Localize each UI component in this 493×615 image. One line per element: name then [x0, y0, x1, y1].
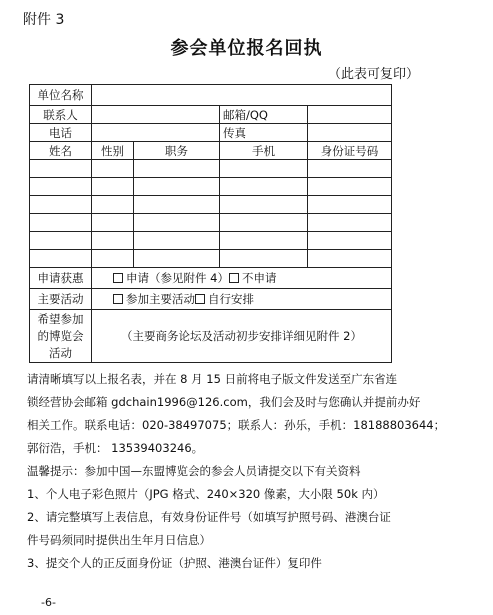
apply-checkbox[interactable]	[113, 273, 123, 283]
attendee-id-cell[interactable]	[308, 196, 392, 214]
join-activity-checkbox[interactable]	[113, 294, 123, 304]
hope-activity-value[interactable]: （主要商务论坛及活动初步安排详细见附件 2）	[92, 310, 392, 363]
attendee-gender-cell[interactable]	[92, 214, 134, 232]
attendee-row	[30, 196, 392, 214]
registration-form	[29, 84, 392, 363]
hope-label-line1: 希望参加	[37, 311, 84, 326]
self-arrange-label: 自行安排	[208, 292, 254, 306]
no-apply-checkbox[interactable]	[229, 273, 239, 283]
attendee-name-cell[interactable]	[30, 250, 92, 268]
attendee-mobile-cell[interactable]	[220, 160, 308, 178]
note-line: 请清晰填写以上报名表，并在 8 月 15 日前将电子版文件发送至广东省连	[27, 372, 398, 386]
notes-section	[27, 368, 457, 575]
attendee-mobile-cell[interactable]	[220, 178, 308, 196]
fax-field[interactable]	[308, 124, 392, 142]
attendee-row	[30, 232, 392, 250]
self-arrange-checkbox[interactable]	[195, 294, 205, 304]
hope-label-line3: 活动	[49, 345, 72, 360]
apply-option-label: 申请（参见附件 4）	[126, 271, 229, 285]
row-hope-activity	[30, 310, 392, 363]
tip-heading: 温馨提示：参加中国—东盟博览会的参会人员请提交以下有关资料	[27, 464, 361, 478]
attendee-position-cell[interactable]	[134, 196, 220, 214]
note-line: 郭衍浩，手机： 13539403246。	[27, 441, 204, 455]
email-field[interactable]	[308, 106, 392, 124]
fax-label: 传真	[220, 124, 308, 142]
phone-label: 电话	[30, 124, 92, 142]
activity-label: 主要活动	[30, 289, 92, 310]
page-number: -6-	[41, 596, 56, 609]
col-header-name: 姓名	[30, 142, 92, 160]
tip-item-2-cont: 件号码须同时提供出生年月日信息）	[27, 533, 211, 547]
attendee-gender-cell[interactable]	[92, 196, 134, 214]
email-label: 邮箱/QQ	[220, 106, 308, 124]
tip-item-3: 3、提交个人的正反面身份证（护照、港澳台证件）复印件	[27, 556, 322, 570]
hope-label-line2: 的博览会	[37, 328, 84, 343]
attendee-row	[30, 160, 392, 178]
contact-label: 联系人	[30, 106, 92, 124]
activity-options	[92, 289, 392, 310]
unit-name-field[interactable]	[92, 85, 392, 106]
attendee-position-cell[interactable]	[134, 250, 220, 268]
attendee-position-cell[interactable]	[134, 160, 220, 178]
row-column-headers	[30, 142, 392, 160]
attendee-mobile-cell[interactable]	[220, 214, 308, 232]
attendee-gender-cell[interactable]	[92, 250, 134, 268]
apply-label: 申请获惠	[30, 268, 92, 289]
note-line: 锁经营协会邮箱 gdchain1996@126.com，我们会及时与您确认并提前办好	[27, 395, 421, 409]
attendee-name-cell[interactable]	[30, 214, 92, 232]
attendee-mobile-cell[interactable]	[220, 196, 308, 214]
attendee-row	[30, 214, 392, 232]
hope-activity-label	[30, 310, 92, 363]
row-unit-name	[30, 85, 392, 106]
note-line: 相关工作。联系电话：020-38497075；联系人：孙乐，手机：18188803644；	[27, 418, 446, 432]
row-contact	[30, 106, 392, 124]
attendee-gender-cell[interactable]	[92, 160, 134, 178]
row-apply-discount	[30, 268, 392, 289]
phone-field[interactable]	[92, 124, 220, 142]
attendee-gender-cell[interactable]	[92, 232, 134, 250]
page-title: 参会单位报名回执	[170, 38, 323, 59]
row-phone	[30, 124, 392, 142]
attendee-position-cell[interactable]	[134, 232, 220, 250]
attendee-mobile-cell[interactable]	[220, 250, 308, 268]
tip-item-1: 1、个人电子彩色照片（JPG 格式、240×320 像素，大小限 50k 内）	[27, 487, 385, 501]
attendee-position-cell[interactable]	[134, 178, 220, 196]
attendee-gender-cell[interactable]	[92, 178, 134, 196]
attendee-name-cell[interactable]	[30, 160, 92, 178]
row-main-activity	[30, 289, 392, 310]
attachment-label: 附件 3	[23, 12, 65, 28]
attendee-row	[30, 178, 392, 196]
apply-options	[92, 268, 392, 289]
col-header-id-number: 身份证号码	[308, 142, 392, 160]
tip-item-2: 2、请完整填写上表信息，有效身份证件号（如填写护照号码、港澳台证	[27, 510, 391, 524]
attendee-id-cell[interactable]	[308, 160, 392, 178]
col-header-position: 职务	[134, 142, 220, 160]
attendee-id-cell[interactable]	[308, 214, 392, 232]
attendee-mobile-cell[interactable]	[220, 232, 308, 250]
attendee-id-cell[interactable]	[308, 232, 392, 250]
attendee-id-cell[interactable]	[308, 250, 392, 268]
attendee-name-cell[interactable]	[30, 196, 92, 214]
contact-field[interactable]	[92, 106, 220, 124]
col-header-mobile: 手机	[220, 142, 308, 160]
copy-note: （此表可复印）	[328, 67, 420, 82]
attendee-row	[30, 250, 392, 268]
unit-name-label: 单位名称	[30, 85, 92, 106]
attendee-id-cell[interactable]	[308, 178, 392, 196]
join-activity-label: 参加主要活动	[126, 292, 195, 306]
attendee-name-cell[interactable]	[30, 178, 92, 196]
attendee-name-cell[interactable]	[30, 232, 92, 250]
col-header-gender: 性别	[92, 142, 134, 160]
attendee-position-cell[interactable]	[134, 214, 220, 232]
no-apply-option-label: 不申请	[241, 271, 277, 285]
